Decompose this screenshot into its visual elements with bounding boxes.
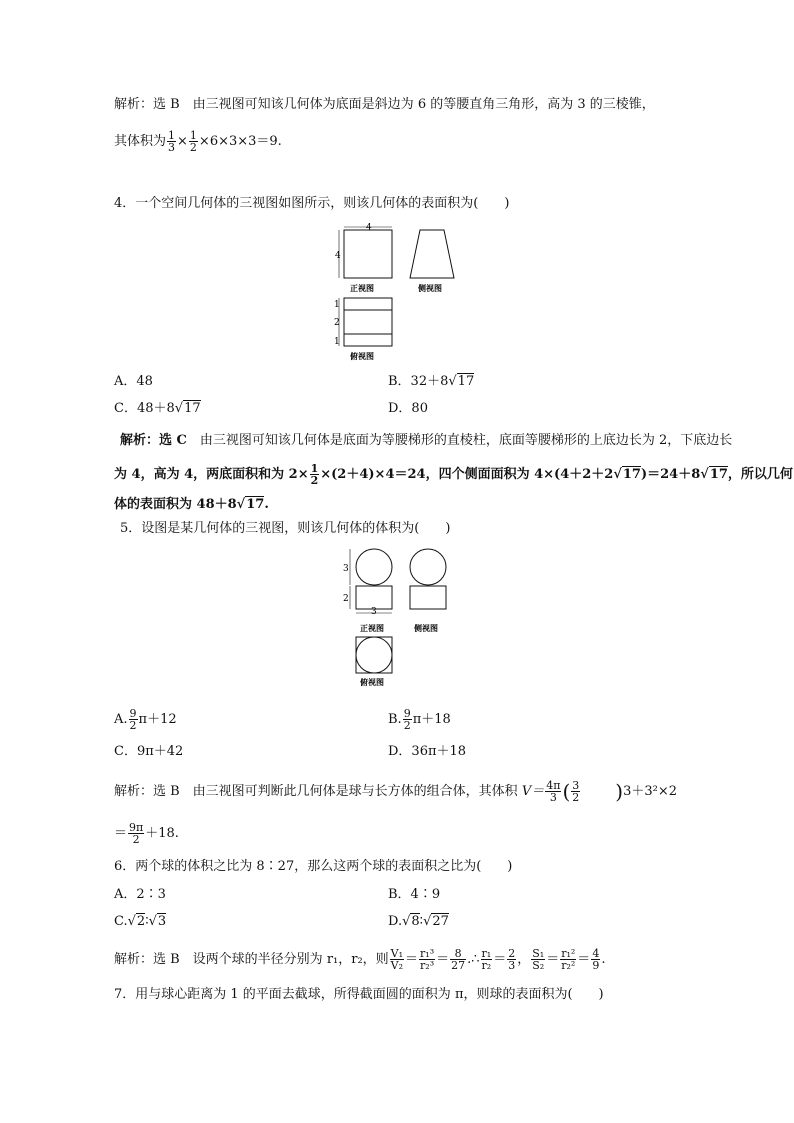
q4-side-view-trapezoid [410, 230, 454, 278]
q5-option-c: C．9π＋42 [114, 744, 184, 759]
fraction: $\frac{9}{2}$ [129, 707, 137, 732]
q5-side-sphere [410, 549, 446, 585]
q5-three-view-figure [336, 545, 466, 690]
fraction: $\frac{8}{27}$ [451, 947, 466, 972]
q4-option-d: D．80 [388, 401, 428, 416]
fraction: $\frac{9}{2}$ [403, 707, 411, 732]
fraction: $\frac{\text{V₁}}{\text{V₂}}$ [390, 947, 404, 972]
q5-side-box [410, 586, 446, 609]
q4-front-view-caption: 正视图 [350, 283, 374, 293]
q5-solution-line2: ＝ $\frac{9\pi}{2}$ ＋18. [114, 821, 179, 846]
q6-option-c: C.√ 2∶√ 3 [114, 913, 166, 931]
q4-solution-line1: 解析：选 C 由三视图可知该几何体是底面为等腰梯形的直棱柱，底面等腰梯形的上底边长为 2，下底边长 [120, 433, 733, 448]
q5-option-a: A. $\frac{9}{2}$ π＋12 [114, 707, 177, 732]
q5-front-sphere [356, 549, 392, 585]
q5-dim-3-left: 3 [343, 564, 349, 574]
q4-front-view-rect [344, 230, 392, 278]
q4-top-view-rect [344, 298, 392, 346]
q5-front-view-caption: 正视图 [360, 623, 384, 633]
fraction: $\frac{4}{9}$ [592, 947, 600, 972]
q4-top-view-caption: 俯视图 [350, 351, 374, 361]
prev-solution-line1: 解析：选 B 由三视图可知该几何体为底面是斜边为 6 的等腰直角三角形，高为 3 的三棱锥， [114, 97, 655, 112]
q7-stem: 7．用与球心距离为 1 的平面去截球，所得截面圆的面积为 π，则球的表面积为( ) [114, 987, 604, 1002]
q6-option-a: A．2∶3 [114, 887, 166, 902]
q4-top-dim-3: 1 [334, 337, 340, 347]
fraction: $\frac{\text{r₁³}}{\text{r₂³}}$ [420, 947, 435, 972]
q6-option-b: B．4∶9 [388, 887, 441, 902]
q4-front-width-label: 4 [366, 223, 372, 233]
q5-option-d: D．36π＋18 [388, 744, 467, 759]
q5-front-box [356, 586, 392, 609]
q5-option-b: B. $\frac{9}{2}$ π＋18 [388, 707, 451, 732]
q4-top-dim-1: 1 [334, 300, 340, 310]
fraction: $\frac{\text{r₁²}}{\text{r₂²}}$ [561, 947, 576, 972]
q6-solution: 解析：选 B 设两个球的半径分别为 r₁，r₂，则 $\frac{\text{V₁}}{\text{V₂}}$ ＝ $\frac{\text{r₁³}}{\text{r₂³}}$ ＝ $\frac{8}{27}$ .∴ $\frac{\text{r₁}}{\text{r₂}}$ ＝ $\frac{2}{3}$ ， $\frac{\text{S₁}}{\text{S₂}}$ ＝ $\frac{\text{r₁²}}{\text{r₂²}}$ ＝ $\frac{4}{9}$ . [114, 947, 606, 972]
q4-solution-line2: 为 4，高为 4，两底面积和为 2× $\frac{1}{2}$ ×(2＋4)×4＝24，四个侧面面积为 4×(4＋2＋2√ 17)＝24＋8√ 17，所以几何 [114, 463, 793, 486]
fraction: $\frac{1}{3}$ [168, 129, 176, 154]
q6-option-d: D.√ 8∶√ 27 [388, 913, 449, 931]
fraction: $\frac{1}{2}$ [189, 129, 197, 154]
fraction: $\frac{3}{2}$ [572, 779, 580, 804]
fraction: $\frac{\text{S₁}}{\text{S₂}}$ [532, 947, 545, 972]
q4-three-view-figure [330, 220, 470, 365]
q4-option-a: A．48 [114, 374, 153, 389]
q5-dim-2-left: 2 [343, 594, 349, 604]
fraction: $\frac{\text{r₁}}{\text{r₂}}$ [481, 947, 492, 972]
q5-top-view-caption: 俯视图 [360, 677, 384, 687]
q4-option-b: B．32＋8√ 17 [388, 373, 474, 391]
q5-solution-line1: 解析：选 B 由三视图可判断此几何体是球与长方体的组合体，其体积 V＝ $\frac{4\pi}{3}$ ( $\frac{3}{2}$ )3＋3²×2 [114, 779, 677, 804]
q4-stem: 4．一个空间几何体的三视图如图所示，则该几何体的表面积为( ) [114, 196, 510, 211]
q5-top-sphere [356, 637, 392, 673]
fraction: $\frac{4\pi}{3}$ [546, 779, 561, 804]
prev-solution-line2: 其体积为 $\frac{1}{3}$ × $\frac{1}{2}$ ×6×3×3＝9. [114, 129, 282, 154]
q5-dim-3-bottom: 3 [371, 607, 377, 617]
q4-option-c: C．48＋8√ 17 [114, 400, 201, 418]
q4-front-height-label: 4 [335, 251, 341, 261]
q5-side-view-caption: 侧视图 [414, 623, 438, 633]
q6-stem: 6．两个球的体积之比为 8∶27，那么这两个球的表面积之比为( ) [114, 859, 513, 874]
q4-side-view-caption: 侧视图 [418, 283, 442, 293]
fraction: $\frac{2}{3}$ [508, 947, 516, 972]
fraction: $\frac{9\pi}{2}$ [129, 821, 144, 846]
q4-top-dim-2: 2 [334, 318, 340, 328]
q5-stem: 5．设图是某几何体的三视图，则该几何体的体积为( ) [120, 521, 451, 536]
fraction: $\frac{1}{2}$ [310, 462, 319, 487]
q4-solution-line3: 体的表面积为 48＋8√ 17. [114, 496, 269, 514]
